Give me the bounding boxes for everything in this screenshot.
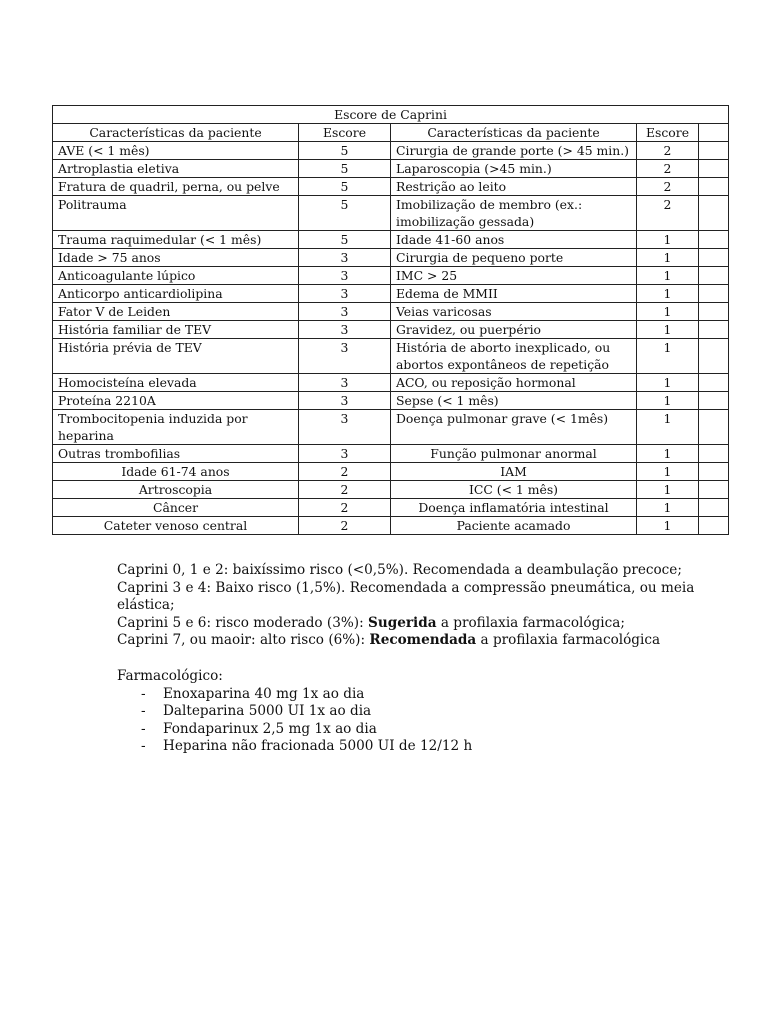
- characteristic-right-cell: Cirurgia de grande porte (> 45 min.): [391, 142, 637, 160]
- drug-text: Heparina não fracionada 5000 UI de 12/12 h: [163, 738, 473, 755]
- score-left-cell: 3: [299, 374, 391, 392]
- table-body: [53, 142, 729, 535]
- table-title: Escore de Caprini: [53, 106, 729, 124]
- score-right-cell: 2: [637, 196, 699, 231]
- score-right-cell: 1: [637, 517, 699, 535]
- pharm-heading: Farmacológico:: [117, 667, 223, 684]
- empty-cell: [699, 178, 729, 196]
- risk-line-text: Caprini 3 e 4: Baixo risco (1,5%). Recomendada a compressão pneumática, ou meia elástica;: [117, 579, 695, 614]
- characteristic-left-cell: Anticoagulante lúpico: [53, 267, 299, 285]
- score-right-cell: 2: [637, 142, 699, 160]
- bullet-dash: -: [141, 738, 146, 755]
- table-row: [53, 303, 729, 321]
- risk-line-text: Caprini 7, ou maoir: alto risco (6%):: [117, 632, 370, 649]
- characteristic-right-cell: História de aborto inexplicado, ou abortos expontâneos de repetição: [391, 339, 637, 374]
- drug-item: [117, 686, 717, 704]
- score-right-cell: 1: [637, 303, 699, 321]
- score-left-cell: 2: [299, 463, 391, 481]
- risk-line: [117, 562, 717, 580]
- characteristic-right-cell: Laparoscopia (>45 min.): [391, 160, 637, 178]
- empty-cell: [699, 517, 729, 535]
- characteristic-right-cell: Paciente acamado: [391, 517, 637, 535]
- score-right-cell: 2: [637, 160, 699, 178]
- characteristic-left-cell: Artroplastia eletiva: [53, 160, 299, 178]
- characteristic-left-cell: História prévia de TEV: [53, 339, 299, 374]
- characteristic-left-cell: Proteína 2210A: [53, 392, 299, 410]
- score-right-cell: 1: [637, 374, 699, 392]
- score-left-cell: 2: [299, 499, 391, 517]
- score-left-cell: 3: [299, 392, 391, 410]
- empty-cell: [699, 285, 729, 303]
- table-row: [53, 463, 729, 481]
- score-right-cell: 1: [637, 463, 699, 481]
- empty-cell: [699, 196, 729, 231]
- risk-line-emphasis: Recomendada: [369, 632, 477, 649]
- risk-line-text-end: a profilaxia farmacológica: [476, 632, 661, 649]
- score-right-cell: 2: [637, 178, 699, 196]
- header-characteristics-right: Características da paciente: [391, 124, 637, 142]
- characteristic-left-cell: História familiar de TEV: [53, 321, 299, 339]
- score-left-cell: 3: [299, 339, 391, 374]
- drug-text: Dalteparina 5000 UI 1x ao dia: [163, 703, 372, 720]
- score-right-cell: 1: [637, 231, 699, 249]
- table-row: [53, 285, 729, 303]
- characteristic-right-cell: ACO, ou reposição hormonal: [391, 374, 637, 392]
- score-right-cell: 1: [637, 499, 699, 517]
- score-left-cell: 5: [299, 196, 391, 231]
- table-row: [53, 142, 729, 160]
- characteristic-left-cell: Cateter venoso central: [53, 517, 299, 535]
- header-score-left: Escore: [299, 124, 391, 142]
- score-left-cell: 3: [299, 321, 391, 339]
- characteristic-left-cell: Artroscopia: [53, 481, 299, 499]
- empty-cell: [699, 231, 729, 249]
- characteristic-right-cell: IAM: [391, 463, 637, 481]
- score-left-cell: 3: [299, 267, 391, 285]
- score-right-cell: 1: [637, 410, 699, 445]
- score-left-cell: 3: [299, 445, 391, 463]
- table-row: [53, 249, 729, 267]
- risk-line-emphasis: Sugerida: [368, 614, 437, 631]
- score-left-cell: 3: [299, 303, 391, 321]
- characteristic-left-cell: Fratura de quadril, perna, ou pelve: [53, 178, 299, 196]
- header-score-right: Escore: [637, 124, 699, 142]
- empty-cell: [699, 142, 729, 160]
- characteristic-right-cell: Gravidez, ou puerpério: [391, 321, 637, 339]
- table-row: [53, 445, 729, 463]
- drug-item: [117, 721, 717, 739]
- table-row: [53, 517, 729, 535]
- table-row: [53, 410, 729, 445]
- empty-cell: [699, 463, 729, 481]
- table-row: [53, 339, 729, 374]
- characteristic-right-cell: Doença pulmonar grave (< 1mês): [391, 410, 637, 445]
- drug-text: Fondaparinux 2,5 mg 1x ao dia: [163, 720, 377, 737]
- empty-cell: [699, 249, 729, 267]
- score-left-cell: 5: [299, 142, 391, 160]
- characteristic-left-cell: Politrauma: [53, 196, 299, 231]
- score-right-cell: 1: [637, 285, 699, 303]
- characteristic-right-cell: Imobilização de membro (ex.: imobilização gessada): [391, 196, 637, 231]
- score-left-cell: 5: [299, 178, 391, 196]
- table-row: [53, 499, 729, 517]
- empty-cell: [699, 410, 729, 445]
- characteristic-left-cell: Anticorpo anticardiolipina: [53, 285, 299, 303]
- characteristic-left-cell: Fator V de Leiden: [53, 303, 299, 321]
- table-row: [53, 321, 729, 339]
- score-right-cell: 1: [637, 249, 699, 267]
- drug-list: [117, 686, 717, 756]
- characteristic-left-cell: Trauma raquimedular (< 1 mês): [53, 231, 299, 249]
- table-row: [53, 231, 729, 249]
- characteristic-left-cell: Idade 61-74 anos: [53, 463, 299, 481]
- characteristic-left-cell: AVE (< 1 mês): [53, 142, 299, 160]
- empty-cell: [699, 303, 729, 321]
- table-row: [53, 178, 729, 196]
- score-right-cell: 1: [637, 392, 699, 410]
- characteristic-right-cell: ICC (< 1 mês): [391, 481, 637, 499]
- characteristic-left-cell: Trombocitopenia induzida por heparina: [53, 410, 299, 445]
- table-row: [53, 374, 729, 392]
- table-title-row: [53, 106, 729, 124]
- risk-line: [117, 580, 717, 615]
- score-left-cell: 5: [299, 231, 391, 249]
- score-left-cell: 3: [299, 410, 391, 445]
- score-left-cell: 2: [299, 481, 391, 499]
- table-row: [53, 160, 729, 178]
- empty-cell: [699, 374, 729, 392]
- characteristic-left-cell: Idade > 75 anos: [53, 249, 299, 267]
- empty-cell: [699, 499, 729, 517]
- score-left-cell: 3: [299, 249, 391, 267]
- empty-cell: [699, 267, 729, 285]
- characteristic-right-cell: Função pulmonar anormal: [391, 445, 637, 463]
- bullet-dash: -: [141, 703, 146, 720]
- score-right-cell: 1: [637, 445, 699, 463]
- bullet-dash: -: [141, 685, 146, 702]
- table-header-row: [53, 124, 729, 142]
- table-row: [53, 267, 729, 285]
- table-row: [53, 196, 729, 231]
- bullet-dash: -: [141, 720, 146, 737]
- characteristic-right-cell: IMC > 25: [391, 267, 637, 285]
- header-characteristics-left: Características da paciente: [53, 124, 299, 142]
- risk-line: [117, 615, 717, 633]
- empty-cell: [699, 339, 729, 374]
- characteristic-right-cell: Restrição ao leito: [391, 178, 637, 196]
- risk-line: [117, 632, 717, 650]
- table-row: [53, 481, 729, 499]
- characteristic-right-cell: Veias varicosas: [391, 303, 637, 321]
- characteristic-right-cell: Sepse (< 1 mês): [391, 392, 637, 410]
- empty-cell: [699, 124, 729, 142]
- score-right-cell: 1: [637, 321, 699, 339]
- characteristic-left-cell: Outras trombofilias: [53, 445, 299, 463]
- table-row: [53, 392, 729, 410]
- empty-cell: [699, 481, 729, 499]
- risk-line-text-end: a profilaxia farmacológica;: [436, 614, 625, 631]
- characteristic-left-cell: Homocisteína elevada: [53, 374, 299, 392]
- risk-line-text: Caprini 5 e 6: risco moderado (3%):: [117, 614, 369, 631]
- score-left-cell: 5: [299, 160, 391, 178]
- characteristic-right-cell: Cirurgia de pequeno porte: [391, 249, 637, 267]
- characteristic-right-cell: Doença inflamatória intestinal: [391, 499, 637, 517]
- score-left-cell: 2: [299, 517, 391, 535]
- risk-line-text: Caprini 0, 1 e 2: baixíssimo risco (<0,5%). Recomendada a deambulação precoce;: [117, 562, 682, 578]
- drug-item: [117, 703, 717, 721]
- empty-cell: [699, 321, 729, 339]
- drug-text: Enoxaparina 40 mg 1x ao dia: [163, 685, 365, 702]
- notes-section: [117, 562, 717, 756]
- empty-cell: [699, 392, 729, 410]
- caprini-score-table: [52, 105, 729, 535]
- characteristic-right-cell: Edema de MMII: [391, 285, 637, 303]
- characteristic-right-cell: Idade 41-60 anos: [391, 231, 637, 249]
- spacer: [117, 650, 717, 668]
- score-left-cell: 3: [299, 285, 391, 303]
- drug-item: [117, 738, 717, 756]
- risk-recommendations: [117, 562, 717, 650]
- score-right-cell: 1: [637, 339, 699, 374]
- empty-cell: [699, 160, 729, 178]
- score-right-cell: 1: [637, 267, 699, 285]
- characteristic-left-cell: Câncer: [53, 499, 299, 517]
- score-right-cell: 1: [637, 481, 699, 499]
- empty-cell: [699, 445, 729, 463]
